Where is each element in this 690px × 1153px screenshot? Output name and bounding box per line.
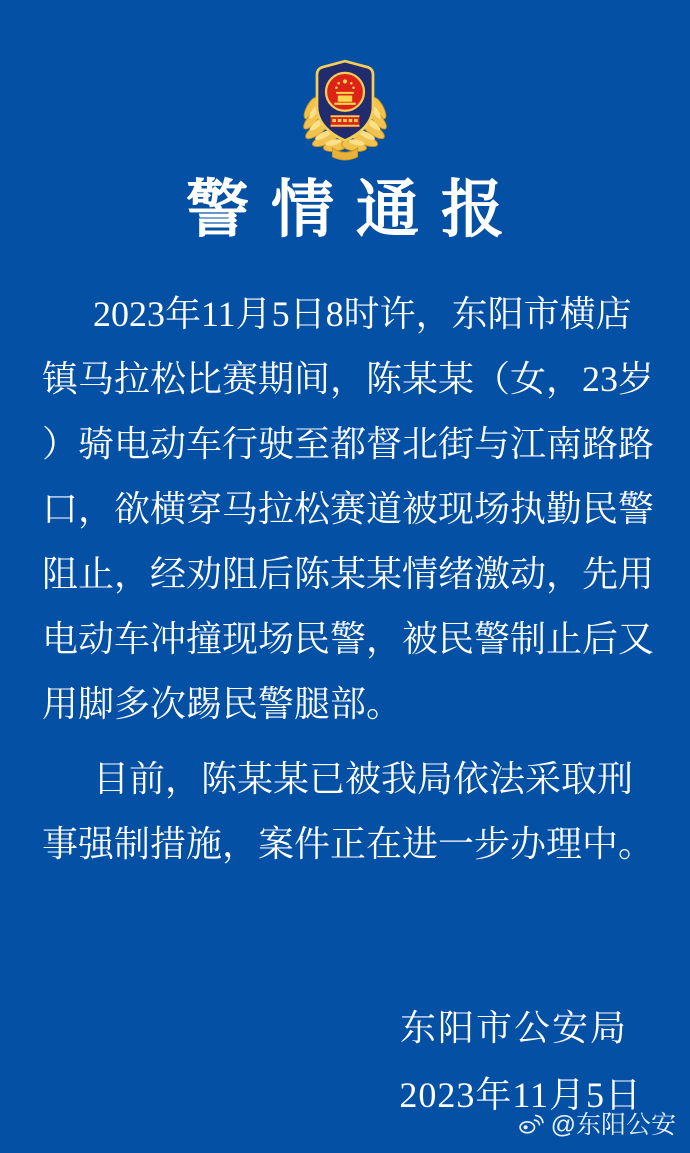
- signature-date: 2023年11月5日: [399, 1075, 642, 1115]
- body-line: 口，欲横穿马拉松赛道被现场执勤民警: [42, 489, 655, 529]
- weibo-watermark: [518, 1105, 676, 1141]
- signature-agency: 东阳市公安局: [399, 1008, 628, 1048]
- body-line: 阻止，经劝阻后陈某某情绪激动，先用: [42, 554, 655, 594]
- notice-body: [42, 282, 655, 877]
- weibo-icon: [518, 1112, 545, 1135]
- body-line: 镇马拉松比赛期间，陈某某（女，23岁: [42, 359, 655, 399]
- body-line: 目前，陈某某已被我局依法采取刑: [93, 759, 634, 799]
- body-line: 事强制措施，案件正在进一步办理中。: [42, 824, 655, 864]
- china-police-emblem-icon: [289, 54, 401, 164]
- body-line: 电动车冲撞现场民警，被民警制止后又: [42, 619, 655, 659]
- notice-title: 警情通报: [186, 175, 526, 245]
- watermark-handle: @东阳公安: [550, 1111, 676, 1139]
- body-line: ）骑电动车行驶至都督北街与江南路路: [42, 424, 655, 464]
- body-line: 用脚多次踢民警腿部。: [42, 684, 403, 724]
- body-line: 2023年11月5日8时许，东阳市横店: [93, 294, 632, 334]
